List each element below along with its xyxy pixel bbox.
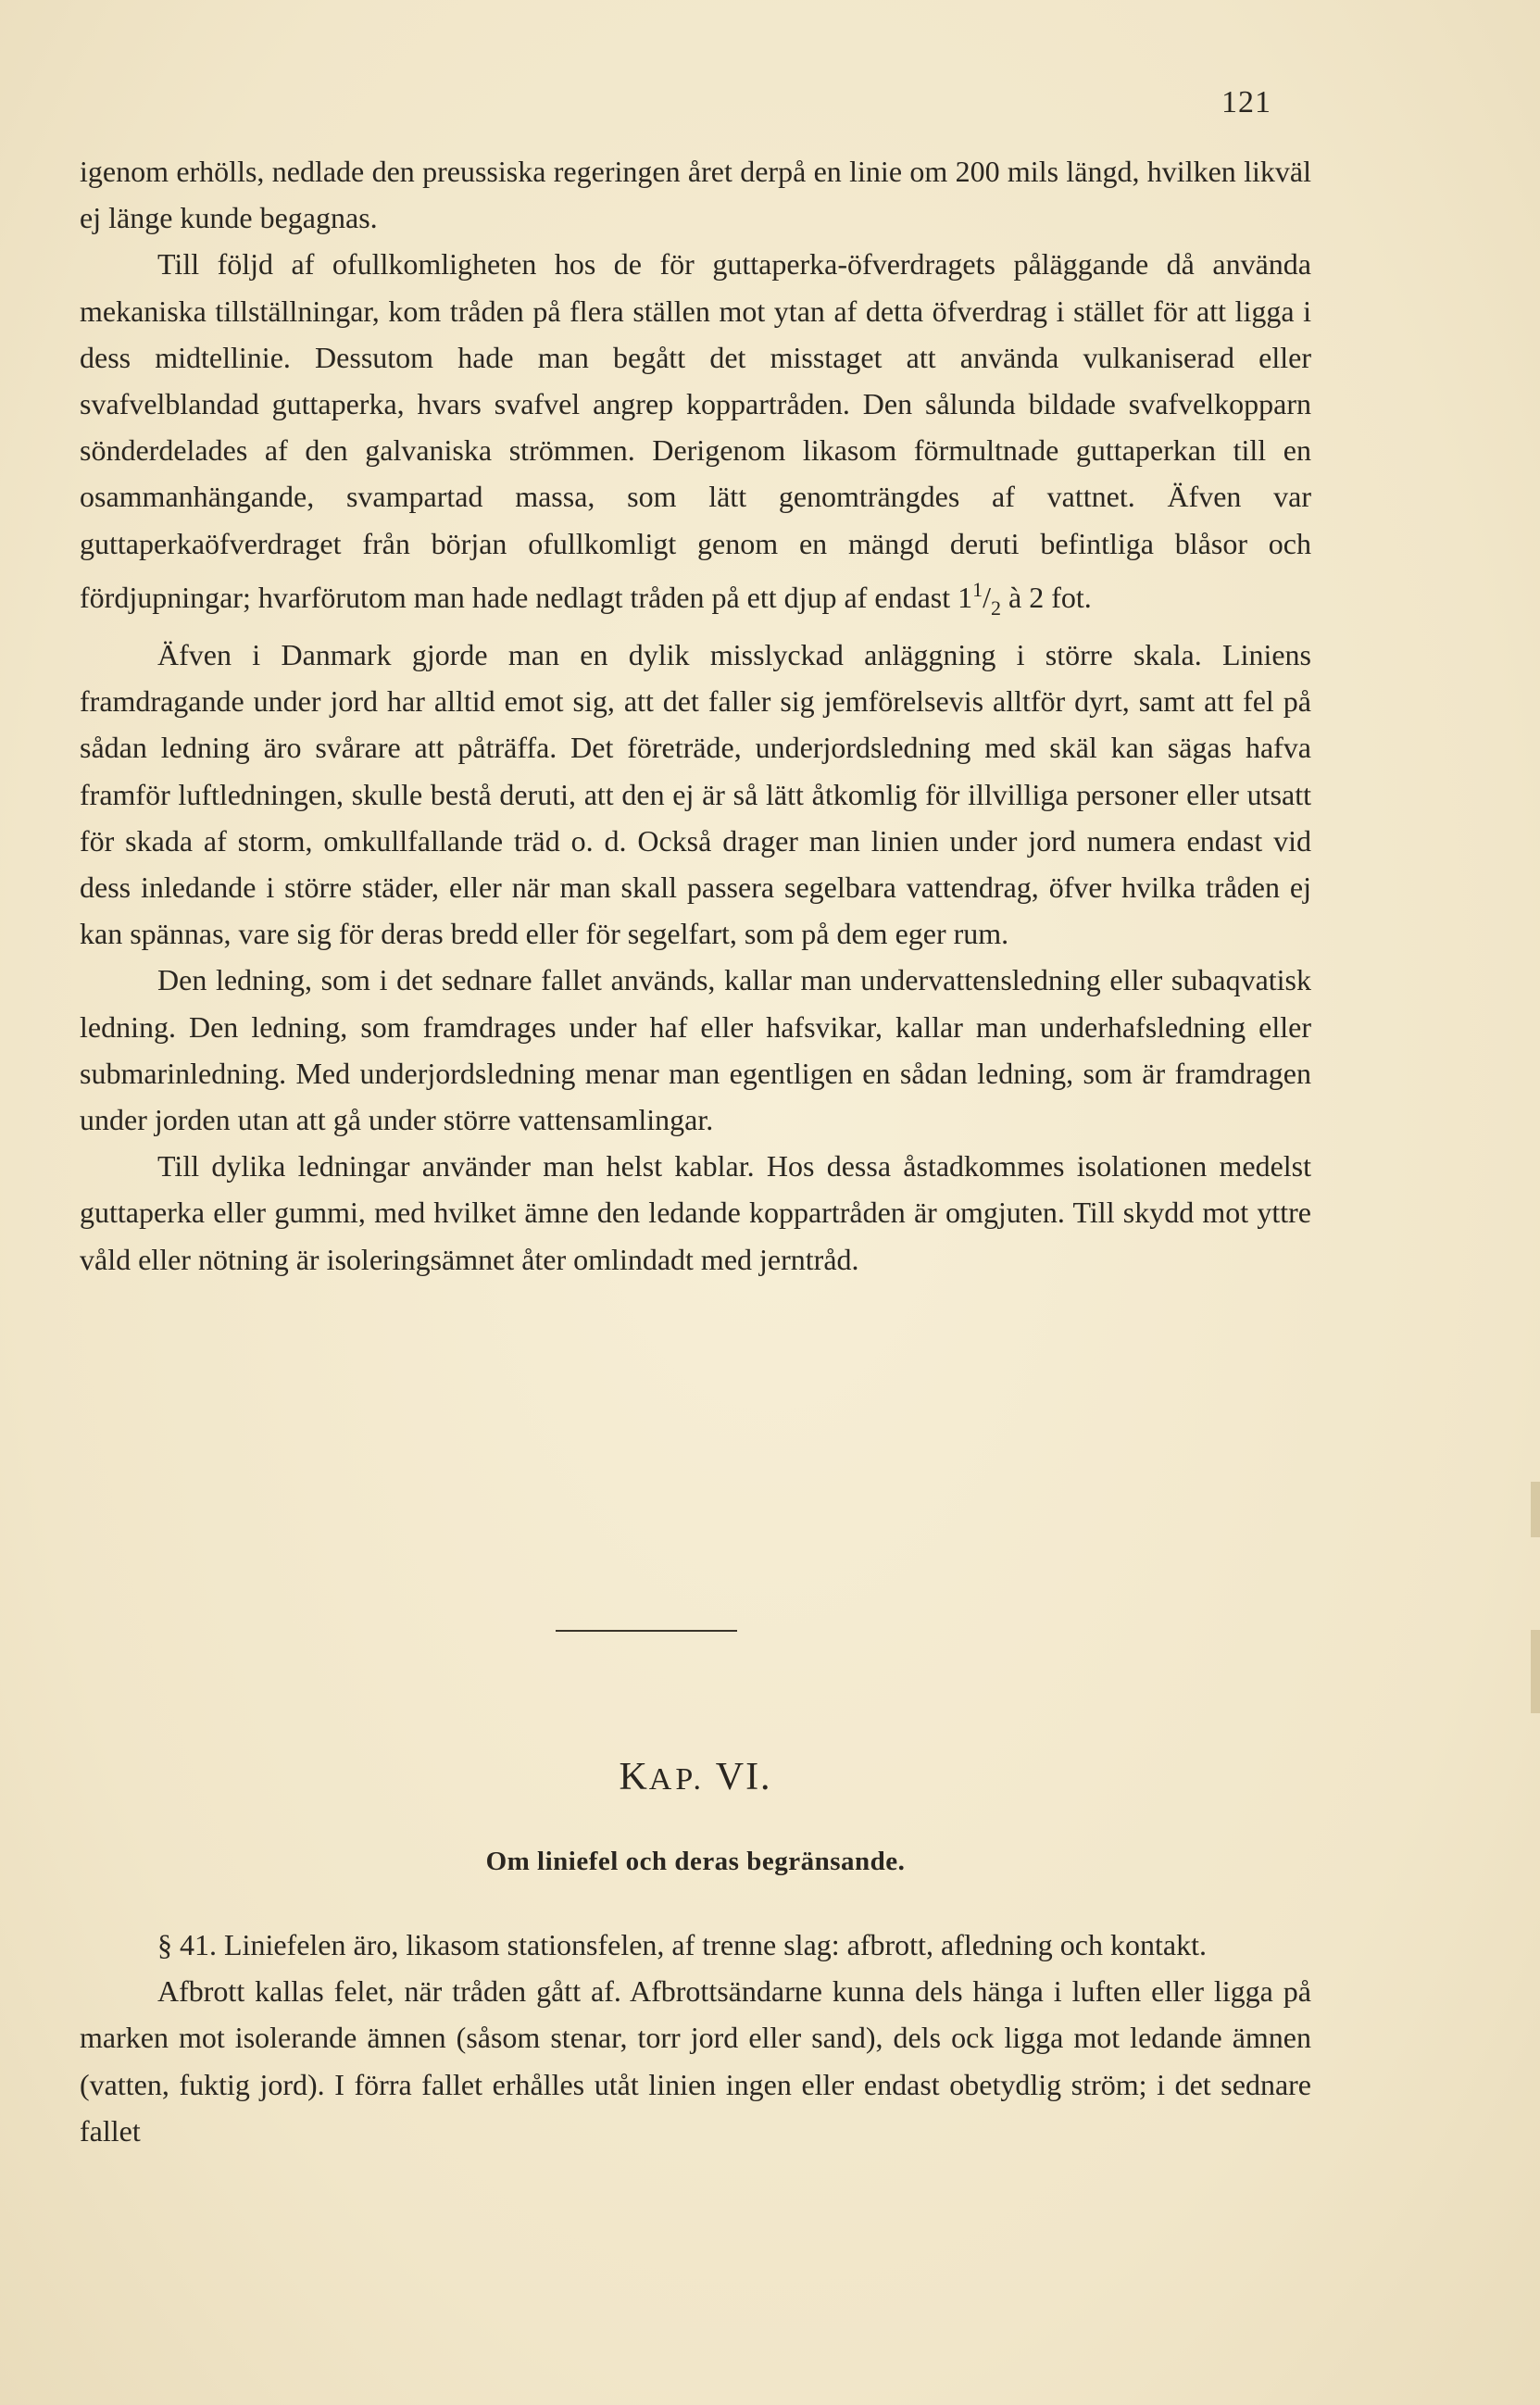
chapter-number: VI. (715, 1756, 772, 1798)
paragraph: Till dylika ledningar använder man helst kablar. Hos dessa åstadkommes isolationen medelst guttaperka eller gummi, med hvilket ämne den ledande koppartråden är omgjuten. Till skydd mot yttre våld eller nötning är isoleringsämnet åter omlindadt med jerntråd. (80, 1149, 1311, 1276)
paragraph: Äfven i Danmark gjorde man en dylik misslyckad anläggning i större skala. Liniens framdragande under jord har alltid emot sig, att det faller sig jemförelsevis alltför dyrt, samt att fel på sådan ledning äro svårare att påträffa. Det företräde, underjordsledning med skäl kan sägas hafva framför luftledningen, skulle bestå deruti, att den ej är så lätt åtkomlig för illvilliga personer eller utsatt för skada af storm, omkullfallande träd o. d. Också drager man linien under jord numera endast vid dess inledande i större städer, eller när man skall passera segelbara vattendrag, öfver hvilka tråden ej kan spännas, vare sig för deras bredd eller för segelfart, som på dem eger rum. (80, 638, 1311, 951)
body-text-top (80, 148, 1311, 1283)
paragraph: Den ledning, som i det sednare fallet används, kallar man undervattensledning eller subaqvatisk ledning. Den ledning, som framdrages under haf eller hafsvikar, kallar man underhafsledning eller submarinledning. Med underjordsledning menar man egentligen en sådan ledning, som är framdragen under jorden utan att gå under större vattensamlingar. (80, 963, 1311, 1137)
paragraph: igenom erhölls, nedlade den preussiska regeringen året derpå en linie om 200 mils längd, hvilken likväl ej länge kunde begagnas. (80, 155, 1311, 235)
fraction-slash: / (983, 580, 992, 614)
paragraph (80, 241, 1311, 632)
section-divider (556, 1630, 737, 1632)
page-edge-mark (1531, 1630, 1540, 1713)
page-edge-mark (1531, 1482, 1540, 1537)
page-number: 121 (1221, 85, 1271, 119)
chapter-heading-initial: K (619, 1756, 649, 1798)
chapter-heading (0, 1755, 1391, 1799)
body-text-bottom (80, 1922, 1311, 2154)
paragraph: § 41. Liniefelen äro, likasom stationsfelen, af trenne slag: afbrott, afledning och kontakt. (157, 1928, 1207, 1961)
chapter-heading-rest: AP. (648, 1762, 705, 1797)
paragraph-text: à 2 fot. (1001, 580, 1092, 614)
paragraph-text: Till följd af ofullkomligheten hos de för guttaperka-öfverdragets påläggande då använda mekaniska tillställningar, kom tråden på flera ställen mot ytan af detta öfverdrag i stället för att ligga i dess midtellinie. Dessutom hade man begått det misstaget att använda vulkaniserad eller svafvelblandad guttaperka, hvars svafvel angrep koppartråden. Den sålunda bildade svafvelkopparn sönderdelades af den galvaniska strömmen. Derigenom likasom förmultnade guttaperkan till en osammanhängande, svampartad massa, som lätt genomträngdes af vattnet. Äfven var guttaperkaöfverdraget från början ofullkomligt genom en mängd deruti befintliga blåsor och fördjupningar; hvarförutom man hade nedlagt tråden på ett djup af endast 1 (80, 247, 1311, 614)
fraction-numerator: 1 (972, 577, 983, 601)
paragraph: Afbrott kallas felet, när tråden gått af. Afbrottsändarne kunna dels hänga i luften eller ligga på marken mot isolerande ämnen (såsom stenar, torr jord eller sand), dels ock ligga mot ledande ämnen (vatten, fuktig jord). I förra fallet erhålles utåt linien ingen eller endast obetydlig ström; i det sednare fallet (80, 1974, 1311, 2148)
chapter-subtitle: Om liniefel och deras begränsande. (485, 1847, 906, 1876)
fraction-denominator: 2 (991, 595, 1002, 620)
